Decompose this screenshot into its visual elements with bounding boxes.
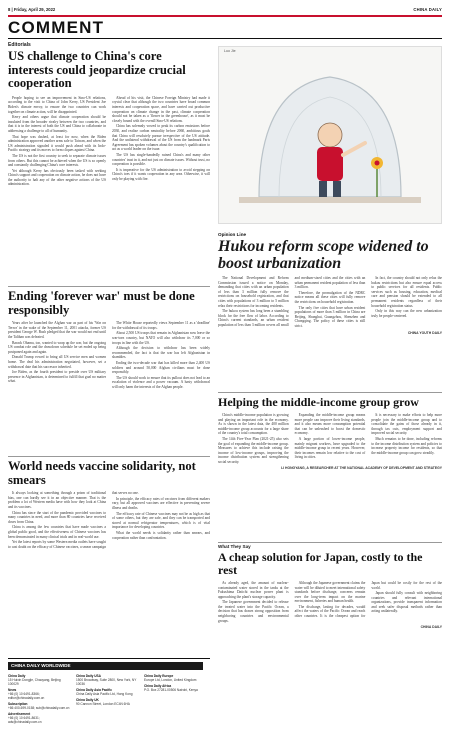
footer-entry-text: +86 400-699-0158; sub@chinadaily.com.cn bbox=[8, 706, 70, 710]
feature-headline: Helping the middle-income group grow bbox=[218, 396, 419, 409]
footer-entry-text: Europe Ltd, London, United Kingdom bbox=[144, 678, 197, 682]
paragraph: Years after he launched the Afghan war as part of his 'War on Terror' in the wake of the September 11, 2001 attacks, former US president George W. Bush pledged that the war would not end until the Taliban was defeated. bbox=[8, 321, 106, 339]
divider bbox=[8, 456, 210, 457]
footer-entry-text: +86 (0) 10 6491-8366; editor@chinadaily.com.cn bbox=[8, 692, 45, 700]
editorials-label: Editorials bbox=[8, 42, 31, 48]
what-they-say-body bbox=[218, 581, 442, 623]
paragraph: The National Development and Reform Commission issued a notice on Monday, demanding that cities with an urban population of less than 3 million fully remove the restrictions on household registration, and that cities with populations of 3 million to 5 million relax their restrictions for incoming residents. bbox=[218, 276, 289, 308]
paragraph: Barack Obama, too, wanted to wrap up the war, but the ongoing US combat role and the drawdown schedule he set ended up being postponed again and again. bbox=[8, 340, 106, 354]
paragraph: The 14th Five-Year Plan (2021-25) also sets the goal of expanding the middle-income group. Measures to achieve this include raising the income of low-income groups, improving the income distribution system and strengthening social security. bbox=[218, 436, 289, 464]
paragraph: The US is not the first country to seek to separate climate issues from others. But this cannot be achieved when the US is so openly and constantly challenging China's core interests. bbox=[8, 153, 106, 168]
paragraph: As already aged, the amount of nuclear-contaminated water stored in the tanks at the Fukushima Daiichi nuclear power plant is approaching the plant's storage capacity. bbox=[218, 580, 289, 599]
paragraph: Ahead of his visit, the Chinese Foreign Ministry had made it crystal clear that although the two countries have broad common interests and cooperation space, and have carried out productive cooperation on climate change in the past, climate cooperation should not be taken as a 'flower in the greenhouse', as it must be closely bound with the overall Sino-US relations. bbox=[112, 95, 210, 123]
paragraph: China has since the start of the pandemic provided vaccines to many countries in need, and more than 80 countries have received doses from China. bbox=[8, 510, 106, 524]
footer-entry-label: China Daily Africa bbox=[144, 684, 172, 688]
footer-entry-text: 1500 Broadway, Suite 2800, New York, NY 10036 bbox=[76, 678, 137, 686]
footer-entry bbox=[144, 674, 208, 682]
footer-column-1 bbox=[8, 674, 72, 726]
paragraph: The White House reportedly views September 11 as a 'deadline' for the withdrawal of its troops. bbox=[112, 321, 210, 330]
footer-entry-label: China Daily UK bbox=[76, 698, 99, 702]
paragraph: Although the decision to withdraw has been widely recommended, the fact is that the war has left Afghanistan in shambles. bbox=[112, 346, 210, 360]
footer-entry-text: China Daily Asia Pacific Ltd, Hong Kong bbox=[76, 692, 133, 696]
editorial-2-body bbox=[8, 321, 210, 389]
editorial-article-3 bbox=[8, 460, 210, 656]
footer-entry bbox=[76, 688, 140, 696]
footer-entry-label: China Daily Europe bbox=[144, 674, 174, 678]
what-they-say-tag: What They Say bbox=[218, 544, 251, 549]
paragraph: Japan should fully consult with neighboring countries and relevant international organizations, provide transparent information and seek safer disposal methods rather than acting unilaterally. bbox=[371, 591, 442, 614]
paragraph: The hukou system has long been a stumbling block for the free flow of labor. According to China's current standards, an urban resident population of less than 3 million covers all small and medium-sized cities and the cities with an urban permanent resident population of less than 3 million. bbox=[218, 276, 366, 327]
paragraph: The Japanese government decided to release the treated water into the Pacific Ocean, a decision that has drawn strong opposition from neighboring countries and environmental groups. bbox=[218, 600, 289, 623]
footer-entry-text: +86 (0) 10 6491-8631; ads@chinadaily.com.cn bbox=[8, 716, 42, 724]
footer-entry bbox=[8, 702, 72, 710]
cartoon-illustration bbox=[219, 47, 441, 223]
paragraph: Yet the latest reports by some Western media outlets have sought to cast doubt on the efficacy of Chinese vaccines, a smear campaign that serves no one. bbox=[8, 491, 139, 549]
footer-entry-label: China Daily Asia Pacific bbox=[76, 688, 113, 692]
cartoon-credit: Luo Jie bbox=[224, 49, 236, 53]
paragraph: A large portion of lower-income people, mainly migrant workers, have upgraded to the middle-income group in recent years. However, their incomes remain low relative to the cost of living in cities. bbox=[294, 436, 366, 460]
masthead-rule bbox=[8, 38, 442, 39]
section-title: COMMENT bbox=[8, 18, 105, 37]
footer-entry bbox=[76, 698, 140, 706]
paragraph: Although the Japanese government claims the water will be diluted to meet international safety standards before discharge, concerns remain over the long-term impact on the marine environment, fisheries and human health. bbox=[294, 580, 366, 604]
footer-rule bbox=[8, 658, 210, 659]
feature-byline: LI HONGYANG, A RESEARCHER AT THE NATIONAL ACADEMY OF DEVELOPMENT AND STRATEGY bbox=[281, 466, 442, 471]
editorial-1-body bbox=[8, 96, 210, 187]
paragraph: The efficacy rate of Chinese vaccines may not be as high as that of some others, but they are safe, and they can be transported and stored at normal refrigerator temperatures, which is of vital importance for developing countries. bbox=[112, 511, 210, 530]
footer-entry bbox=[8, 688, 72, 700]
paragraph: It is imperative for the US administration to avoid stepping on China's toes if it wants cooperation in any area. Otherwise, it will only be playing with fire. bbox=[112, 167, 210, 181]
footer-entry-text: 90 Cannon Street, London EC4N 6HA bbox=[76, 702, 130, 706]
editorial-1-headline: US challenge to China's core interests could jeopardize crucial cooperation bbox=[8, 50, 186, 91]
what-they-say-headline: A cheap solution for Japan, costly to the rest bbox=[218, 551, 423, 577]
paragraph: Expanding the middle-income group means more people can improve their living standards, and it also means more consumption potential that can be unleashed to boost the domestic economy. bbox=[294, 412, 366, 436]
divider bbox=[218, 392, 442, 393]
paragraph: That hope was dashed, at least for now, when the Biden administration approved another arms sale to Taiwan, and when the US administration signaled it would push ahead with its Indo-Pacific strategy and its moves to form cliques against China. bbox=[8, 134, 106, 153]
footer-entry bbox=[8, 712, 72, 724]
what-they-say-article bbox=[218, 551, 442, 741]
editorial-2-headline: Ending 'forever war' must be done responsibly bbox=[8, 290, 195, 317]
paragraph: The discharge, lasting for decades, would affect the waters of the Pacific Ocean and reach other countries. It is the cheapest option for Japan but could be costly for the rest of the world. bbox=[294, 580, 442, 619]
paragraph: In fact, the country should not only relax the hukou restrictions but also ensure equal access to public services for all residents. Public services such as housing, education, medical care and pension should be extended to all permanent residents regardless of their household registration status. bbox=[371, 276, 442, 308]
opinion-headline: Hukou reform scope widened to boost urbanization bbox=[218, 238, 429, 272]
paragraph: The US should work to ensure that its pullout does not lead to an escalation of violence and a power vacuum. A hasty withdrawal will only harm the interests of the Afghan people. bbox=[112, 375, 210, 389]
editorial-3-body bbox=[8, 491, 210, 549]
paragraph: It always looking at something through a prism of traditional bias, one can hardly see it in an objective manner. That is the problem a lot of Western media have with how they look at China and its vaccines. bbox=[8, 491, 106, 509]
footer-entry-label: Advertisement bbox=[8, 712, 31, 716]
paragraph: Yet although Kerry has obviously been tasked with seeking China's support and cooperation on climate action, he does not have the authority to halt any of the other negative actions of the US administration. bbox=[8, 168, 106, 187]
footer-entry bbox=[8, 674, 72, 686]
footer-column-3 bbox=[144, 674, 208, 694]
editorial-article-2 bbox=[8, 290, 210, 450]
footer-column-2 bbox=[76, 674, 140, 708]
opinion-line-tag: Opinion Line bbox=[218, 232, 247, 237]
footer-entry-label: Subscription bbox=[8, 702, 28, 706]
paragraph: In principle, the efficacy rates of vaccines from different makers vary, but all approved vaccines are effective in preventing severe illness and deaths. bbox=[112, 496, 210, 510]
what-they-say-byline: CHINA DAILY bbox=[420, 625, 442, 630]
paragraph: Joe Biden, as the fourth president to preside over US military presence in Afghanistan, is determined to fulfill that goal no matter what. bbox=[8, 370, 106, 384]
brand-name: CHINA DAILY bbox=[413, 7, 442, 12]
paragraph: Ending the two-decade war that has killed more than 2,400 US soldiers and around 50,000 Afghan civilians must be done responsibly. bbox=[112, 360, 210, 375]
editorial-article-1 bbox=[8, 50, 210, 282]
opinion-article bbox=[218, 276, 442, 388]
editorial-cartoon bbox=[218, 46, 442, 224]
paragraph: The US has single-handedly ruined China's and many other countries' trust in it, and not just on climate issues. Without trust, no cooperation is possible. bbox=[112, 152, 210, 167]
opinion-body bbox=[218, 276, 442, 329]
paragraph: Only in this way can the new urbanization truly be people-centered. bbox=[371, 309, 442, 318]
paragraph: China's middle-income population is growing and playing an important role in the economy. As is shown in the latest data, the 400 million middle-income group accounts for a large share of the country's total consumption. bbox=[218, 412, 289, 436]
footer-entry-text: 15 Huixin Dongjie, Chaoyang, Beijing 100029 bbox=[8, 678, 61, 686]
paragraph: It is necessary to make efforts to help more people join the middle-income group and to consolidate the gains of those already in it, through tax cuts, employment support and improved social security. bbox=[371, 412, 442, 436]
divider bbox=[218, 542, 442, 543]
page-info: 8 | Friday, April 29, 2022 bbox=[8, 7, 56, 12]
footer-entry-label: China Daily bbox=[8, 674, 26, 678]
footer-entry-text: P.O. Box 27281-00506 Nairobi, Kenya bbox=[144, 688, 198, 692]
paragraph: Kerry and others argue that climate cooperation should be insulated from the broader rivalry between the two countries, and that it is in the interest of both the US and China to collaborate in addressing a challenge to all of humanity. bbox=[8, 115, 106, 133]
paragraph: Much remains to be done, including reforms to the income distribution system and policies to increase property income for residents, so that the middle-income group can grow steadily. bbox=[371, 436, 442, 455]
opinion-byline: CHINA YOUTH DAILY bbox=[407, 330, 442, 335]
editorial-3-headline: World needs vaccine solidarity, not smears bbox=[8, 460, 196, 487]
footer-entry bbox=[76, 674, 140, 686]
feature-body bbox=[218, 413, 442, 465]
paragraph: About 2,500 US troops that remain in Afghanistan now leave the war-torn country, but NATO will also withdraw its 7,000 or so troops in line with the US. bbox=[112, 331, 210, 345]
paragraph: The only five cities that have urban resident populations of more than 3 million in China are Beijing, Shanghai, Guangzhou, Shenzhen and Chongqing. The policy of these cities is still strict. bbox=[294, 305, 366, 328]
footer-title: CHINA DAILY WORLDWIDE bbox=[8, 662, 203, 670]
footer-entry bbox=[144, 684, 208, 692]
footer-entry-label: China Daily USA bbox=[76, 674, 101, 678]
paragraph: What the world needs is solidarity rather than smears, and cooperation rather than confrontation. bbox=[112, 530, 210, 540]
paragraph: Donald Trump vowed to bring all US service men and women home. The deal his administration negotiated, however, set a withdrawal date that his successor inherited. bbox=[8, 355, 106, 369]
header-rule bbox=[8, 15, 442, 17]
paragraph: China has solemnly vowed to peak its carbon emissions before 2030, and realize carbon neutrality before 2060, ambitious goals that China will resolutely pursue irrespective of the US attitude. And the unilateral withdrawal of the US from the landmark Paris Agreement has spoken volumes about the country's qualification to act as a world leader on the issue. bbox=[112, 124, 210, 152]
paragraph: Therefore, the promulgation of the NDRC notice means all these cities will fully remove the restrictions on household registration. bbox=[294, 290, 366, 304]
divider bbox=[8, 286, 210, 287]
feature-article bbox=[218, 396, 442, 540]
footer-entry-label: News bbox=[8, 688, 17, 692]
paragraph: China is among the few countries that have made vaccines a global public good, and the effectiveness of Chinese vaccines has been demonstrated in many clinical trials and in real-world use. bbox=[8, 525, 106, 539]
paragraph: People hoping to see an improvement in Sino-US relations, according to the visit to China of John Kerry, US President Joe Biden's climate envoy, to ensure the two countries can work together on climate action, will be disappointed. bbox=[8, 95, 106, 114]
